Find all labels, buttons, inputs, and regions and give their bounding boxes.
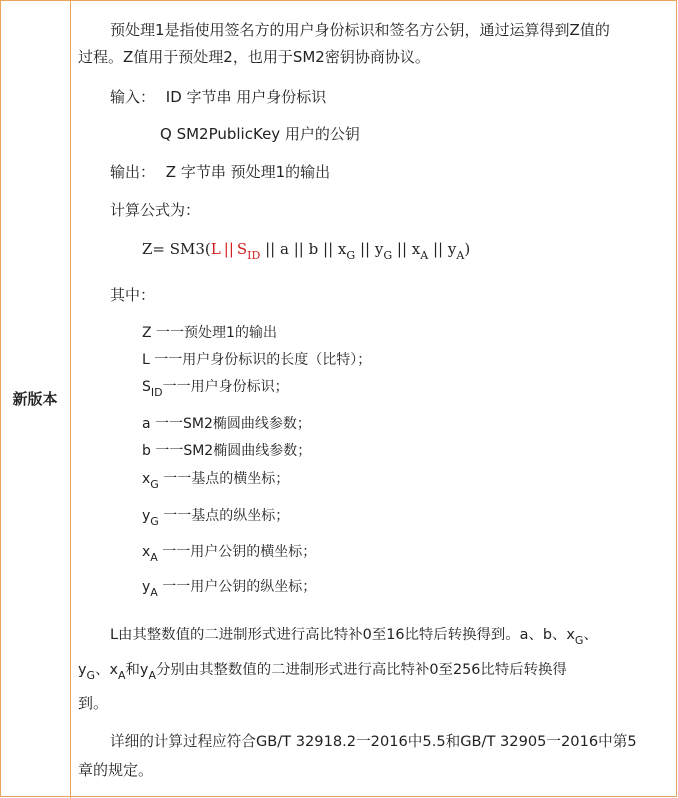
- input-id: ID 字节串 用户身份标识: [165, 88, 327, 106]
- def-subscript: A: [150, 586, 158, 599]
- definition-item: [142, 349, 371, 369]
- def-text: 一一用户公钥的横坐标；: [162, 544, 317, 560]
- formula-sep: ||: [265, 240, 276, 258]
- formula-L: L: [210, 240, 221, 258]
- def-symbol: b: [142, 443, 151, 459]
- conversion-text: 分别由其整数值的二进制形式进行高比特补0至256比特后转换得: [155, 662, 567, 678]
- conversion-text: y: [78, 662, 87, 678]
- output-label: 输出：: [110, 163, 156, 181]
- def-subscript: G: [150, 478, 159, 491]
- formula-S: S: [236, 240, 248, 258]
- formula-xA-sub: A: [420, 249, 429, 262]
- def-symbol: x: [142, 544, 151, 560]
- def-text: 一一预处理1的输出: [156, 325, 277, 341]
- conversion-line-2: [78, 657, 567, 683]
- def-text: 一一用户身份标识；: [162, 379, 289, 395]
- formula-yA: y: [447, 240, 457, 258]
- formula-sep: ||: [359, 240, 371, 258]
- input-row-1: [110, 84, 326, 110]
- conversion-sub: A: [148, 669, 156, 682]
- formula-sep: ||: [433, 240, 444, 258]
- definition-item: [142, 322, 277, 342]
- reference-line-1: 详细的计算过程应符合GB/T 32918.2一2016中5.5和GB/T 32905一2016中第5: [110, 733, 637, 750]
- conversion-line-3: 到。: [78, 694, 109, 712]
- formula-yG: y: [374, 240, 384, 258]
- formula-sep: ||: [323, 240, 334, 258]
- column-divider: [70, 0, 71, 798]
- def-text: 一一用户身份标识的长度（比特）；: [154, 352, 372, 368]
- def-text: 一一基点的纵坐标；: [163, 508, 290, 524]
- formula-yG-sub: G: [383, 249, 393, 262]
- conversion-sub: G: [86, 669, 96, 682]
- formula: [142, 236, 470, 262]
- def-symbol: a: [142, 416, 151, 432]
- def-symbol: y: [142, 579, 151, 595]
- formula-sep: ||: [223, 240, 234, 258]
- conversion-text: 和y: [125, 662, 149, 678]
- formula-S-sub: ID: [247, 249, 261, 262]
- definition-item: [142, 376, 289, 399]
- formula-xG-sub: G: [346, 249, 356, 262]
- def-text: 一一SM2椭圆曲线参数；: [155, 443, 312, 459]
- conversion-sub: A: [117, 669, 126, 682]
- definition-item: [142, 413, 311, 433]
- conversion-sub: G: [574, 634, 584, 647]
- def-symbol: Z: [142, 325, 152, 341]
- intro-line-1: 预处理1是指使用签名方的用户身份标识和签名方公钥，通过运算得到Z值的: [110, 21, 610, 39]
- formula-a: a: [280, 240, 289, 258]
- def-subscript: G: [150, 515, 159, 528]
- output-z: Z 字节串 预处理1的输出: [165, 163, 331, 181]
- reference-line-2: 章的规定。: [78, 761, 154, 779]
- def-symbol: y: [142, 508, 151, 524]
- def-subscript: A: [150, 551, 158, 564]
- formula-xA: x: [411, 240, 421, 258]
- where-label: 其中：: [110, 286, 156, 304]
- def-text: 一一基点的横坐标；: [163, 471, 290, 487]
- conversion-text: L由其整数值的二进制形式进行高比特补0至16比特后转换得到。a、b、x: [110, 627, 575, 643]
- formula-sep: ||: [396, 240, 408, 258]
- definition-item: [142, 468, 290, 491]
- def-symbol: L: [142, 352, 150, 368]
- definition-item: [142, 440, 311, 460]
- output-row: [110, 159, 330, 185]
- row-label: 新版本: [12, 390, 58, 408]
- formula-prefix: Z= SM3(: [142, 240, 211, 258]
- conversion-text: 、: [583, 627, 598, 643]
- def-symbol: x: [142, 471, 151, 487]
- def-subscript: ID: [150, 386, 163, 399]
- def-text: 一一用户公钥的纵坐标；: [162, 579, 317, 595]
- formula-sep: ||: [293, 240, 304, 258]
- conversion-line-1: [110, 622, 598, 648]
- formula-label: 计算公式为：: [110, 201, 201, 219]
- conversion-text: 、x: [95, 662, 118, 678]
- definition-item: [142, 541, 317, 564]
- input-row-2: Q SM2PublicKey 用户的公钥: [160, 125, 360, 143]
- input-label: 输入：: [110, 88, 156, 106]
- formula-yA-sub: A: [456, 249, 465, 262]
- definition-item: [142, 576, 317, 599]
- def-symbol: S: [142, 379, 151, 395]
- definition-item: [142, 505, 290, 528]
- formula-b: b: [308, 240, 319, 258]
- formula-suffix: ): [464, 240, 471, 258]
- formula-xG: x: [337, 240, 347, 258]
- intro-line-2: 过程。Z值用于预处理2，也用于SM2密钥协商协议。: [78, 48, 430, 66]
- def-text: 一一SM2椭圆曲线参数；: [155, 416, 311, 432]
